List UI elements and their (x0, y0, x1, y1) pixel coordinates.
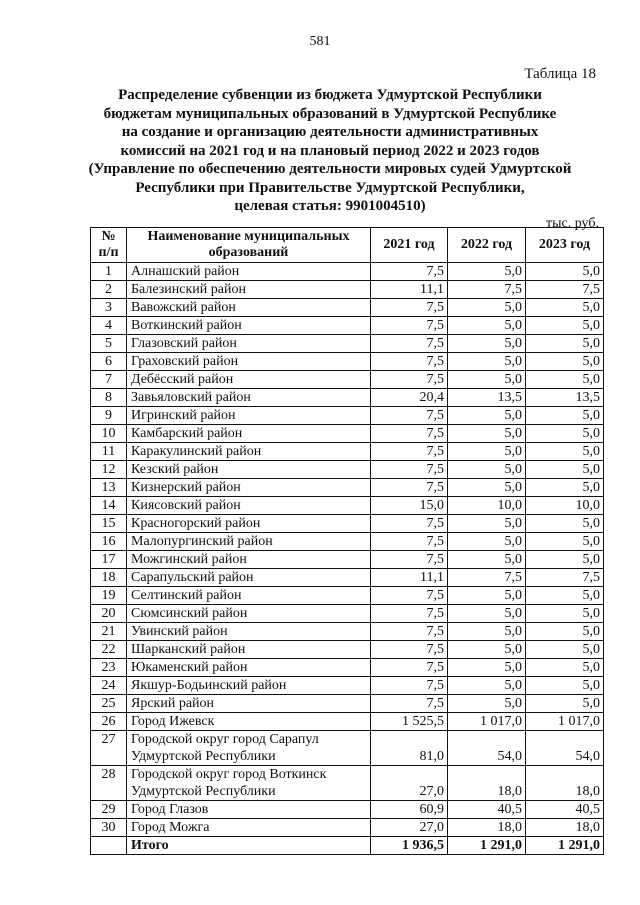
cell-name: Красногорский район (127, 515, 371, 533)
cell-y2022: 5,0 (448, 461, 526, 479)
cell-y2022: 5,0 (448, 605, 526, 623)
cell-name: Городской округ город Сарапул Удмуртской Республики (127, 731, 371, 766)
cell-y2022: 5,0 (448, 353, 526, 371)
cell-y2021: 7,5 (371, 515, 448, 533)
cell-y2023: 5,0 (526, 407, 604, 425)
cell-y2023: 7,5 (526, 569, 604, 587)
cell-y2023: 5,0 (526, 317, 604, 335)
cell-num: 6 (91, 353, 127, 371)
cell-y2022: 7,5 (448, 569, 526, 587)
table-row (91, 605, 604, 623)
table-row (91, 497, 604, 515)
cell-y2023: 5,0 (526, 335, 604, 353)
cell-y2021: 7,5 (371, 407, 448, 425)
header-2023: 2023 год (526, 228, 604, 263)
cell-y2022: 5,0 (448, 443, 526, 461)
cell-num: 12 (91, 461, 127, 479)
cell-y2022: 5,0 (448, 335, 526, 353)
cell-y2021: 11,1 (371, 569, 448, 587)
cell-name: Сарапульский район (127, 569, 371, 587)
cell-name: Городской округ город Воткинск Удмуртской Республики (127, 766, 371, 801)
table-row (91, 461, 604, 479)
cell-name: Воткинский район (127, 317, 371, 335)
cell-name: Ярский район (127, 695, 371, 713)
cell-y2022: 5,0 (448, 299, 526, 317)
cell-y2022: 54,0 (448, 731, 526, 766)
cell-y2021: 7,5 (371, 479, 448, 497)
cell-y2023: 18,0 (526, 766, 604, 801)
cell-num: 28 (91, 766, 127, 801)
table-row (91, 801, 604, 819)
table-row (91, 766, 604, 801)
table-row (91, 677, 604, 695)
cell-y2022: 5,0 (448, 659, 526, 677)
cell-name: Шарканский район (127, 641, 371, 659)
cell-name: Юкаменский район (127, 659, 371, 677)
cell-num: 10 (91, 425, 127, 443)
cell-y2021: 11,1 (371, 281, 448, 299)
cell-y2023: 5,0 (526, 677, 604, 695)
cell-y2021: 7,5 (371, 263, 448, 281)
cell-y2021: 7,5 (371, 659, 448, 677)
cell-y2023: 5,0 (526, 461, 604, 479)
cell-name: Киясовский район (127, 497, 371, 515)
cell-y2021: 81,0 (371, 731, 448, 766)
cell-num: 22 (91, 641, 127, 659)
cell-name: Город Можга (127, 819, 371, 837)
cell-y2022: 5,0 (448, 515, 526, 533)
cell-num: 19 (91, 587, 127, 605)
cell-y2023: 5,0 (526, 551, 604, 569)
total-y2022: 1 291,0 (448, 837, 526, 855)
heading-line: целевая статья: 9901004510) (234, 198, 426, 214)
cell-y2023: 5,0 (526, 353, 604, 371)
table-row (91, 317, 604, 335)
cell-y2021: 1 525,5 (371, 713, 448, 731)
cell-y2021: 7,5 (371, 353, 448, 371)
cell-num (91, 837, 127, 855)
cell-num: 1 (91, 263, 127, 281)
table-row (91, 731, 604, 766)
cell-y2022: 5,0 (448, 425, 526, 443)
cell-y2023: 5,0 (526, 515, 604, 533)
cell-num: 14 (91, 497, 127, 515)
cell-y2023: 5,0 (526, 659, 604, 677)
cell-num: 24 (91, 677, 127, 695)
cell-num: 9 (91, 407, 127, 425)
cell-y2022: 5,0 (448, 623, 526, 641)
cell-y2023: 5,0 (526, 479, 604, 497)
cell-y2023: 5,0 (526, 695, 604, 713)
table-row (91, 659, 604, 677)
cell-y2021: 7,5 (371, 677, 448, 695)
page-number: 581 (309, 34, 331, 49)
cell-name: Город Глазов (127, 801, 371, 819)
cell-num: 17 (91, 551, 127, 569)
cell-y2023: 18,0 (526, 819, 604, 837)
total-row (91, 837, 604, 855)
table-row (91, 335, 604, 353)
cell-y2022: 5,0 (448, 263, 526, 281)
cell-name: Алнашский район (127, 263, 371, 281)
total-y2021: 1 936,5 (371, 837, 448, 855)
table-row (91, 587, 604, 605)
table-row (91, 819, 604, 837)
header-2021: 2021 год (371, 228, 448, 263)
cell-y2022: 5,0 (448, 587, 526, 605)
total-y2023: 1 291,0 (526, 837, 604, 855)
cell-y2021: 7,5 (371, 461, 448, 479)
cell-y2023: 5,0 (526, 371, 604, 389)
cell-name: Вавожский район (127, 299, 371, 317)
table-body (91, 263, 604, 855)
table-row (91, 353, 604, 371)
cell-y2022: 5,0 (448, 533, 526, 551)
cell-name: Игринский район (127, 407, 371, 425)
table-row (91, 515, 604, 533)
cell-y2021: 27,0 (371, 819, 448, 837)
table-row (91, 713, 604, 731)
cell-y2021: 7,5 (371, 695, 448, 713)
cell-name: Граховский район (127, 353, 371, 371)
cell-y2022: 5,0 (448, 407, 526, 425)
cell-y2022: 5,0 (448, 479, 526, 497)
cell-y2022: 5,0 (448, 695, 526, 713)
cell-y2022: 18,0 (448, 766, 526, 801)
table-row (91, 623, 604, 641)
cell-y2023: 5,0 (526, 605, 604, 623)
cell-name: Камбарский район (127, 425, 371, 443)
cell-y2022: 13,5 (448, 389, 526, 407)
cell-num: 30 (91, 819, 127, 837)
cell-y2023: 7,5 (526, 281, 604, 299)
heading-line: Республики при Правительстве Удмуртской Республики, (135, 179, 525, 196)
cell-name: Город Ижевск (127, 713, 371, 731)
cell-num: 15 (91, 515, 127, 533)
cell-num: 20 (91, 605, 127, 623)
table-row (91, 389, 604, 407)
cell-y2021: 7,5 (371, 335, 448, 353)
cell-y2023: 5,0 (526, 443, 604, 461)
cell-y2022: 5,0 (448, 641, 526, 659)
cell-y2022: 1 017,0 (448, 713, 526, 731)
cell-y2023: 5,0 (526, 425, 604, 443)
cell-y2023: 5,0 (526, 587, 604, 605)
cell-name: Селтинский район (127, 587, 371, 605)
heading-line: комиссий на 2021 год и на плановый период 2022 и 2023 годов (120, 142, 540, 159)
cell-y2021: 7,5 (371, 605, 448, 623)
cell-y2022: 18,0 (448, 819, 526, 837)
subvention-table (90, 227, 604, 855)
cell-num: 11 (91, 443, 127, 461)
cell-y2022: 10,0 (448, 497, 526, 515)
cell-y2022: 5,0 (448, 677, 526, 695)
cell-y2022: 5,0 (448, 551, 526, 569)
table-row (91, 443, 604, 461)
cell-num: 8 (91, 389, 127, 407)
cell-num: 2 (91, 281, 127, 299)
cell-num: 25 (91, 695, 127, 713)
table-row (91, 551, 604, 569)
cell-y2023: 54,0 (526, 731, 604, 766)
header-num: № п/п (91, 228, 127, 263)
cell-name: Завьяловский район (127, 389, 371, 407)
cell-num: 13 (91, 479, 127, 497)
cell-y2021: 7,5 (371, 317, 448, 335)
heading-line: на создание и организацию деятельности административных (121, 124, 539, 140)
table-label: Таблица 18 (524, 66, 596, 82)
cell-y2021: 7,5 (371, 299, 448, 317)
cell-name: Балезинский район (127, 281, 371, 299)
table-row (91, 533, 604, 551)
cell-y2023: 5,0 (526, 623, 604, 641)
cell-y2022: 5,0 (448, 317, 526, 335)
table-row (91, 281, 604, 299)
cell-num: 4 (91, 317, 127, 335)
cell-num: 27 (91, 731, 127, 766)
cell-name: Якшур-Бодьинский район (127, 677, 371, 695)
cell-num: 18 (91, 569, 127, 587)
table-header-row (91, 228, 604, 263)
cell-name: Глазовский район (127, 335, 371, 353)
table-row (91, 641, 604, 659)
cell-y2023: 10,0 (526, 497, 604, 515)
cell-name: Кизнерский район (127, 479, 371, 497)
heading-line: бюджетам муниципальных образований в Удмуртской Республике (103, 105, 557, 122)
cell-y2023: 1 017,0 (526, 713, 604, 731)
cell-name: Можгинский район (127, 551, 371, 569)
cell-y2021: 7,5 (371, 587, 448, 605)
cell-y2021: 7,5 (371, 371, 448, 389)
cell-y2021: 7,5 (371, 425, 448, 443)
cell-name: Сюмсинский район (127, 605, 371, 623)
cell-num: 5 (91, 335, 127, 353)
cell-y2023: 40,5 (526, 801, 604, 819)
cell-y2022: 5,0 (448, 371, 526, 389)
cell-y2023: 5,0 (526, 533, 604, 551)
cell-y2021: 20,4 (371, 389, 448, 407)
total-name: Итого (127, 837, 371, 855)
cell-y2023: 13,5 (526, 389, 604, 407)
cell-num: 21 (91, 623, 127, 641)
heading-line: (Управление по обеспечению деятельности мировых судей Удмуртской (88, 161, 572, 177)
table-row (91, 425, 604, 443)
units-label: тыс. руб. (546, 216, 599, 231)
document-heading (70, 86, 590, 216)
header-2022: 2022 год (448, 228, 526, 263)
cell-y2021: 7,5 (371, 533, 448, 551)
table-row (91, 479, 604, 497)
cell-num: 26 (91, 713, 127, 731)
cell-num: 3 (91, 299, 127, 317)
cell-num: 29 (91, 801, 127, 819)
cell-y2023: 5,0 (526, 641, 604, 659)
table-row (91, 407, 604, 425)
cell-name: Малопургинский район (127, 533, 371, 551)
cell-y2021: 27,0 (371, 766, 448, 801)
cell-y2021: 7,5 (371, 623, 448, 641)
header-name: Наименование муниципальных образований (127, 228, 371, 263)
cell-name: Каракулинский район (127, 443, 371, 461)
cell-y2023: 5,0 (526, 299, 604, 317)
table-row (91, 695, 604, 713)
table-row (91, 371, 604, 389)
cell-name: Дебёсский район (127, 371, 371, 389)
cell-y2021: 7,5 (371, 443, 448, 461)
cell-y2021: 7,5 (371, 551, 448, 569)
cell-y2022: 40,5 (448, 801, 526, 819)
cell-name: Увинский район (127, 623, 371, 641)
cell-name: Кезский район (127, 461, 371, 479)
heading-line: Распределение субвенции из бюджета Удмуртской Республики (118, 87, 542, 103)
cell-y2023: 5,0 (526, 263, 604, 281)
table-row (91, 299, 604, 317)
table-row (91, 569, 604, 587)
cell-y2021: 15,0 (371, 497, 448, 515)
cell-y2021: 60,9 (371, 801, 448, 819)
cell-y2021: 7,5 (371, 641, 448, 659)
cell-num: 23 (91, 659, 127, 677)
cell-y2022: 7,5 (448, 281, 526, 299)
table-row (91, 263, 604, 281)
cell-num: 16 (91, 533, 127, 551)
cell-num: 7 (91, 371, 127, 389)
